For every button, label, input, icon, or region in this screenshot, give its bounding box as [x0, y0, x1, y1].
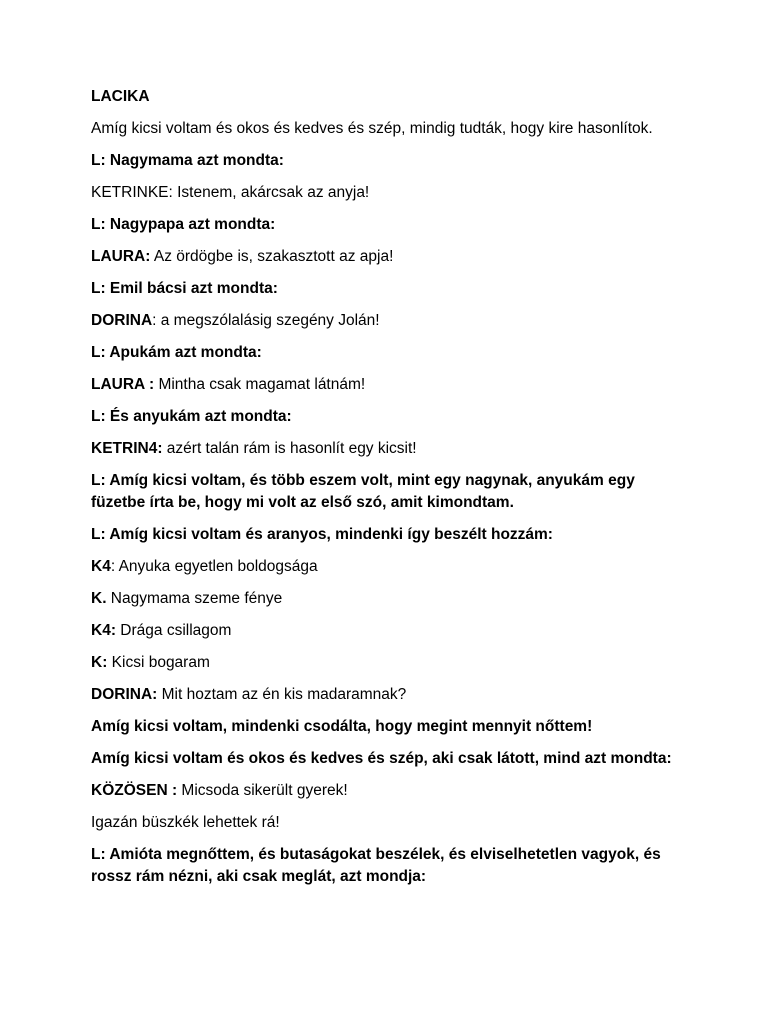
paragraph-text: Micsoda sikerült gyerek! — [177, 782, 348, 799]
paragraph-text: : Anyuka egyetlen boldogsága — [110, 558, 318, 575]
speaker-label: LAURA : — [91, 376, 155, 393]
paragraph-text: azért talán rám is hasonlít egy kicsit! — [162, 440, 417, 457]
paragraph — [91, 118, 691, 140]
speaker-label: L: Amíg kicsi voltam és aranyos, mindenki így beszélt hozzám: — [91, 526, 553, 543]
document-page — [91, 86, 691, 898]
paragraph — [91, 182, 691, 204]
paragraph — [91, 150, 691, 172]
paragraph — [91, 588, 691, 610]
paragraph-text: Nagymama szeme fénye — [106, 590, 283, 607]
paragraph — [91, 844, 691, 888]
speaker-label: K4 — [91, 558, 111, 575]
speaker-label: L: Amióta megnőttem, és butaságokat beszélek, és elviselhetetlen vagyok, és rossz rám nézni, aki csak meglát, azt mondja: — [91, 846, 661, 885]
speaker-label: L: Apukám azt mondta: — [91, 344, 262, 361]
paragraph — [91, 556, 691, 578]
speaker-label: L: Amíg kicsi voltam, és több eszem volt, mint egy nagynak, anyukám egy füzetbe írta be, hogy mi volt az első szó, amit kimondtam. — [91, 472, 635, 511]
paragraph-text: Drága csillagom — [115, 622, 232, 639]
paragraph — [91, 406, 691, 428]
paragraph — [91, 812, 691, 834]
paragraph — [91, 278, 691, 300]
paragraph-text: Az ördögbe is, szakasztott az apja! — [150, 248, 394, 265]
paragraph — [91, 310, 691, 332]
paragraph-text: Mintha csak magamat látnám! — [154, 376, 366, 393]
speaker-label: Amíg kicsi voltam és okos és kedves és szép, aki csak látott, mind azt mondta: — [91, 750, 672, 767]
paragraph — [91, 684, 691, 706]
paragraph-text: Mit hoztam az én kis madaramnak? — [157, 686, 407, 703]
paragraph — [91, 438, 691, 460]
speaker-label: L: Emil bácsi azt mondta: — [91, 280, 278, 297]
speaker-label: K. — [91, 590, 107, 607]
speaker-label: K: — [91, 654, 108, 671]
paragraph — [91, 342, 691, 364]
paragraph — [91, 748, 691, 770]
paragraph — [91, 716, 691, 738]
paragraph — [91, 214, 691, 236]
paragraph — [91, 620, 691, 642]
speaker-label: L: Nagypapa azt mondta: — [91, 216, 276, 233]
speaker-label: L: Nagymama azt mondta: — [91, 152, 284, 169]
paragraph-text: KETRINKE: Istenem, akárcsak az anyja! — [91, 184, 370, 201]
paragraph — [91, 374, 691, 396]
speaker-label: KÖZÖSEN : — [91, 782, 178, 799]
paragraph-text: Igazán büszkék lehettek rá! — [91, 814, 280, 831]
paragraph-text: Amíg kicsi voltam és okos és kedves és szép, mindig tudták, hogy kire hasonlítok. — [91, 120, 653, 137]
speaker-label: Amíg kicsi voltam, mindenki csodálta, hogy megint mennyit nőttem! — [91, 718, 593, 735]
speaker-label: DORINA: — [91, 686, 158, 703]
paragraph-text: : a megszólalásig szegény Jolán! — [152, 312, 380, 329]
speaker-label: KETRIN4: — [91, 440, 163, 457]
speaker-label: K4: — [91, 622, 116, 639]
paragraph — [91, 470, 691, 514]
speaker-label: DORINA — [91, 312, 153, 329]
document-title: LACIKA — [91, 88, 150, 105]
paragraph — [91, 652, 691, 674]
speaker-label: L: És anyukám azt mondta: — [91, 408, 292, 425]
paragraph-text: Kicsi bogaram — [107, 654, 210, 671]
paragraph — [91, 524, 691, 546]
paragraph — [91, 246, 691, 268]
paragraph — [91, 780, 691, 802]
speaker-label: LAURA: — [91, 248, 151, 265]
